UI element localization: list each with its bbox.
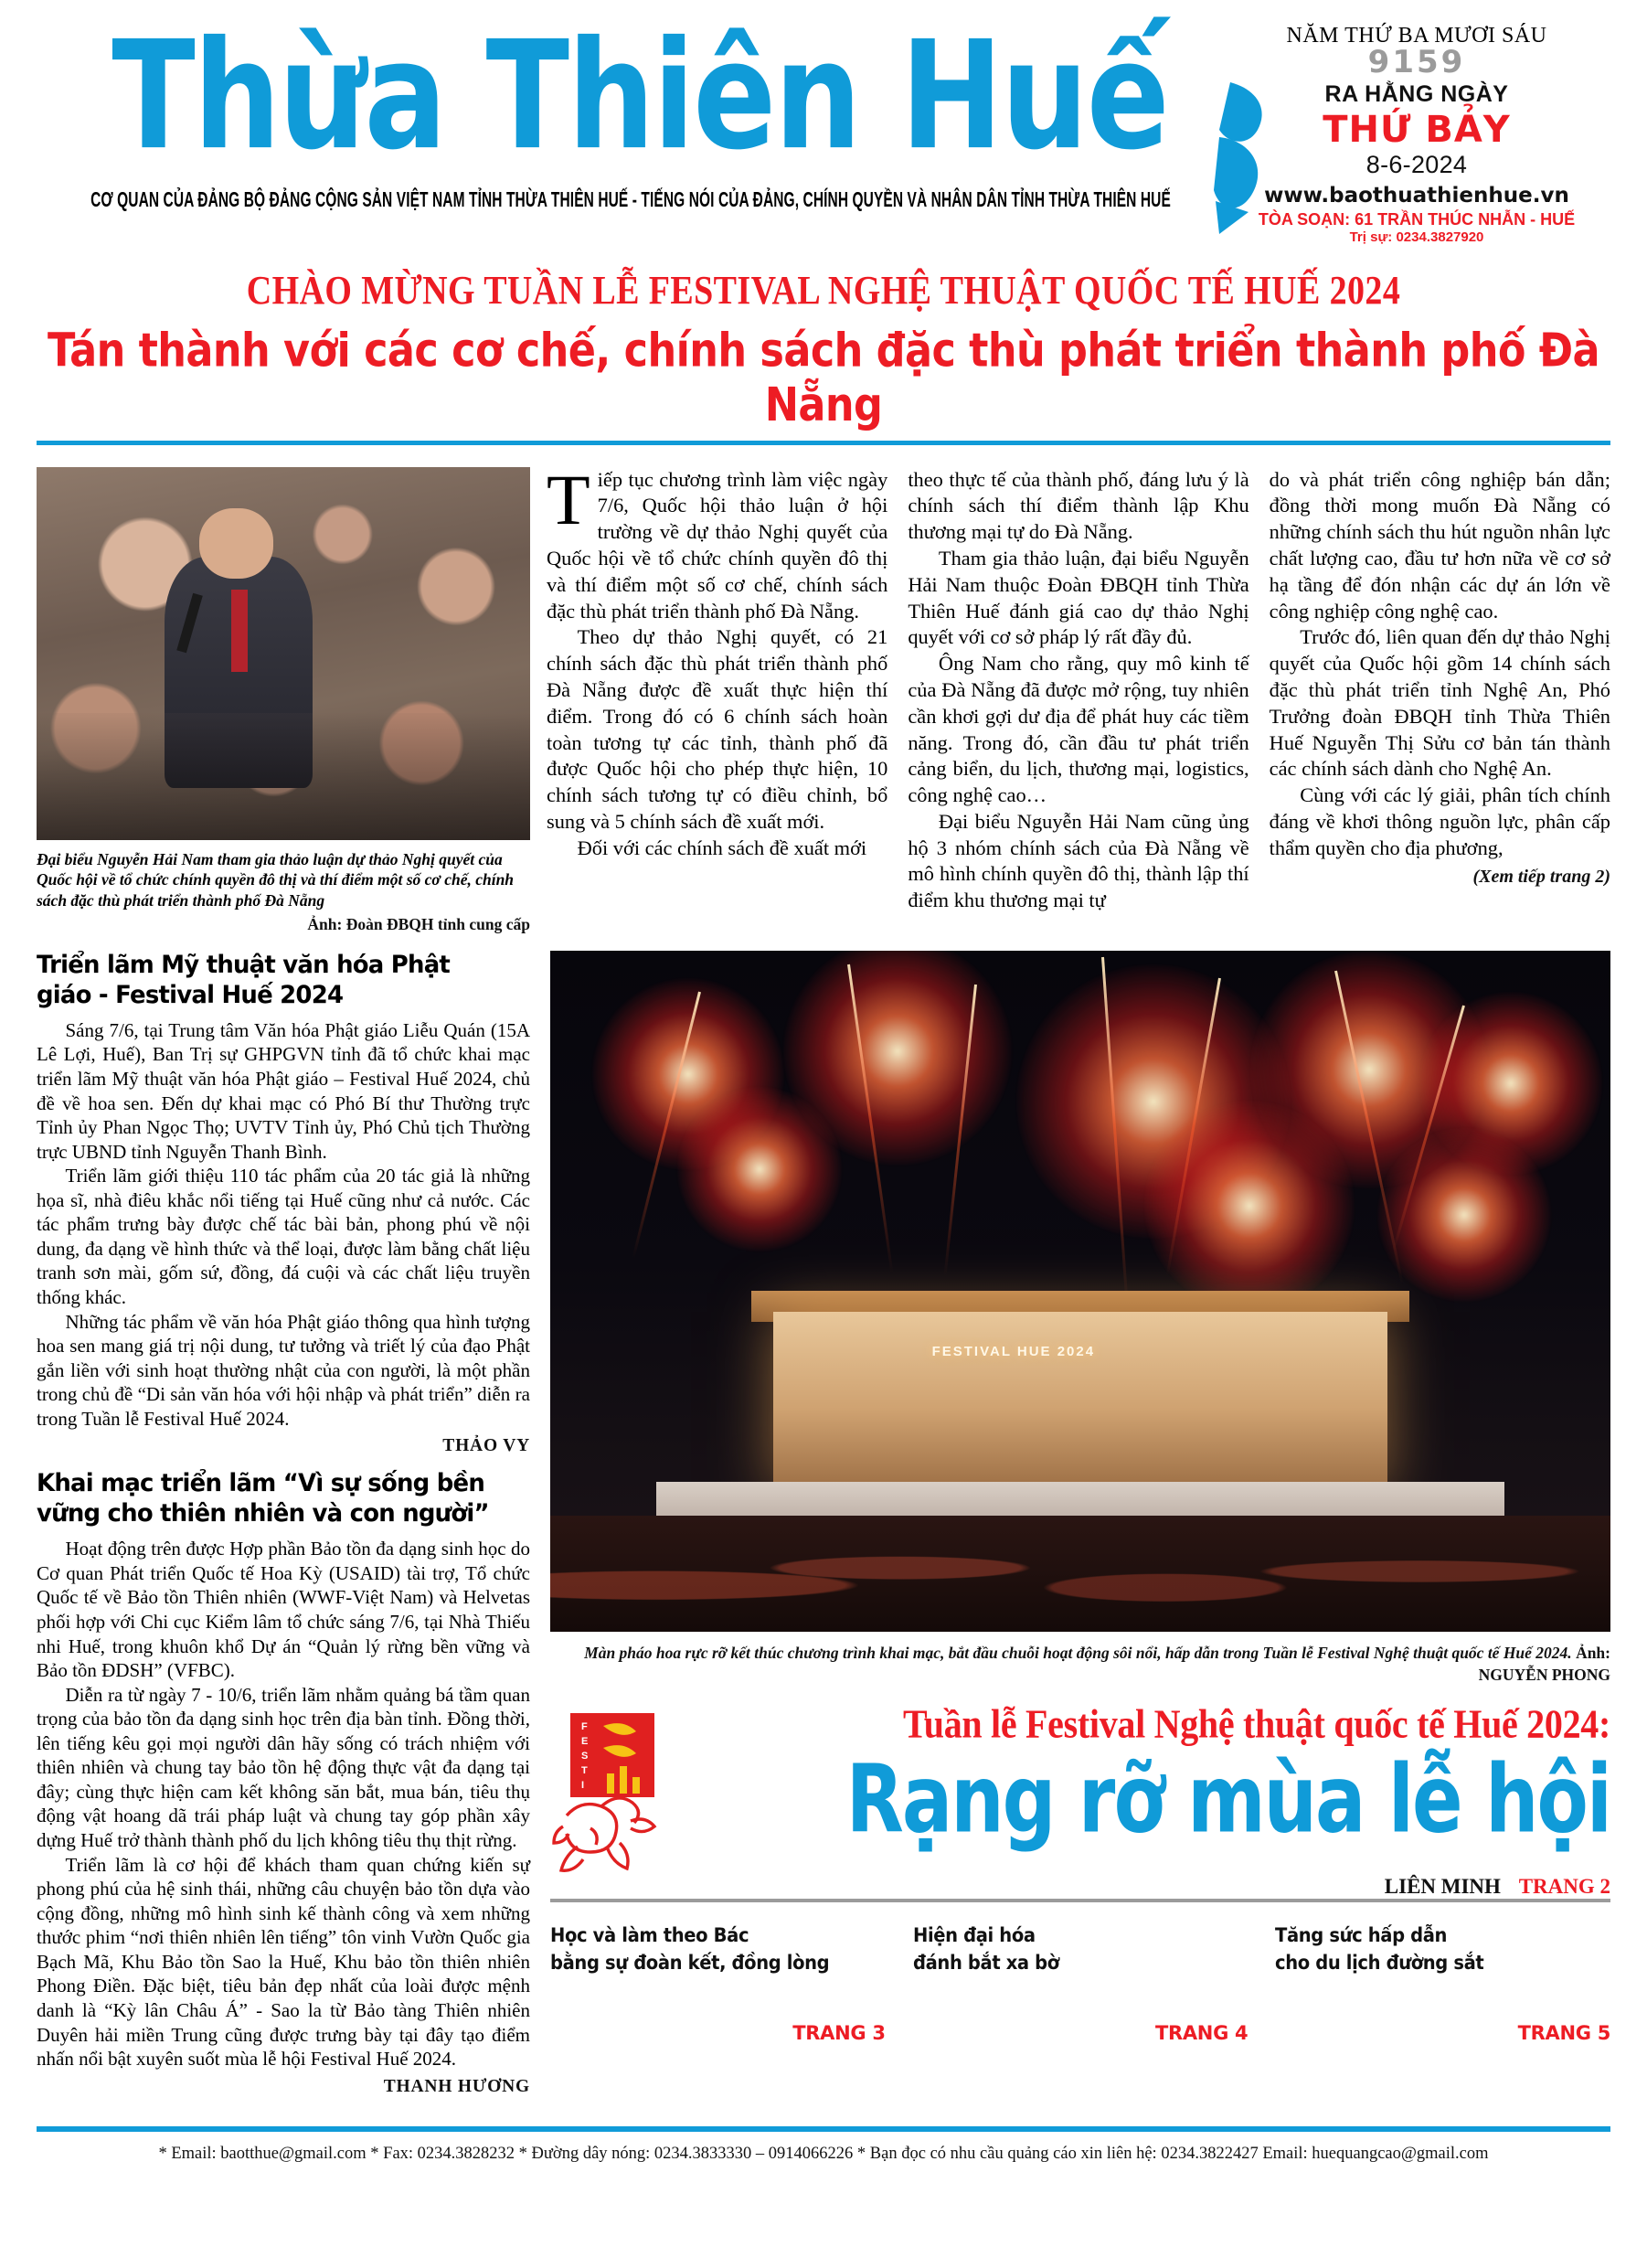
fireworks-photo-caption: [550, 1643, 1610, 1686]
top-story-photo-credit: Ảnh: Đoàn ĐBQH tỉnh cung cấp: [307, 914, 530, 933]
divider-blue-top: [37, 441, 1610, 445]
top-story-photo-column: [37, 467, 530, 934]
top-story-column-2: [908, 467, 1249, 934]
teaser-line-1: Tăng sức hấp dẫn: [1275, 1924, 1448, 1947]
paragraph: Triển lãm giới thiệu 110 tác phẩm của 20 tác giả là những họa sĩ, nhà điêu khắc nổi tiếng tại Huế cũng như cả nước. Các tác phẩm trưng bày được chế tác bài bản, phong phú về nội dung, đa dạng về hình thức và thể loại, được làm bằng chất liệu tranh sơn mài, gốm sứ, đồng, đá cuội và các chất liệu truyền thống khác.: [37, 1165, 530, 1308]
divider-grey: [550, 1899, 1610, 1902]
festival-promo[interactable]: [550, 1702, 1610, 1899]
masthead-tagline: CƠ QUAN CỦA ĐẢNG BỘ ĐẢNG CỘNG SẢN VIỆT NAM TỈNH THỪA THIÊN HUẾ - TIẾNG NÓI CỦA ĐẢNG, CHÍNH QUYỀN VÀ NHÂN DÂN TỈNH THỪA THIÊN HUẾ: [90, 188, 1171, 212]
paragraph: do và phát triển công nghiệp bán dẫn; đồng thời mong muốn Đà Nẵng có những chính sách thu hút nguồn nhân lực chất lượng cao, đầu tư hơn nữa về cơ sở hạ tầng để đón nhận các dự án lớn về công nghiệp công nghệ cao.: [1269, 467, 1610, 623]
divider-blue-bottom: [37, 2126, 1610, 2132]
article-headline-buddhist-exhibition[interactable]: Triển lãm Mỹ thuật văn hóa Phật giáo - Festival Huế 2024: [37, 950, 451, 1009]
paragraph: Trước đó, liên quan đến dự thảo Nghị quyết của Quốc hội gồm 14 chính sách đặc thù phát triển tỉnh Nghệ An, Phó Trưởng đoàn ĐBQH tỉnh Thừa Thiên Huế Nguyễn Thị Sửu cơ bản tán thành các chính sách dành cho Nghệ An.: [1269, 625, 1610, 781]
paragraph: Cùng với các lý giải, phân tích chính đáng về khơi thông nguồn lực, phân cấp thẩm quyền cho địa phương,: [1269, 783, 1610, 859]
continued-on-page-link[interactable]: (Xem tiếp trang 2): [1472, 867, 1610, 888]
top-story-column-1: [547, 459, 888, 934]
left-column: [37, 951, 530, 2110]
lower-section: [37, 951, 1610, 2110]
fireworks-caption-credit: Ảnh: NGUYỄN PHONG: [1478, 1643, 1610, 1684]
teaser-bar: [550, 1922, 1610, 2044]
svg-text:F: F: [581, 1721, 588, 1733]
website-url[interactable]: www.baothuathienhue.vn: [1264, 183, 1569, 208]
promo-page-ref[interactable]: TRANG 2: [1518, 1875, 1610, 1899]
paragraph: Đối với các chính sách đề xuất mới: [577, 836, 867, 859]
newspaper-title: Thừa Thiên Huế: [112, 8, 1168, 184]
festival-promo-kicker: Tuần lễ Festival Nghệ thuật quốc tế Huế 2024:: [903, 1700, 1610, 1747]
fireworks-caption-text: Màn pháo hoa rực rỡ kết thúc chương trình khai mạc, bắt đầu chuỗi hoạt động sôi nổi, hấp dẫn trong Tuần lễ Festival Nghệ thuật quốc tế Huế 2024.: [584, 1643, 1572, 1662]
svg-text:E: E: [581, 1736, 589, 1748]
festival-promo-headline[interactable]: Rạng rỡ mùa lễ hội: [845, 1746, 1610, 1855]
article-byline: THẢO VY: [442, 1436, 530, 1456]
flag-emblem-icon: [1212, 73, 1281, 247]
promo-byline: LIÊN MINH: [1384, 1875, 1501, 1899]
masthead: [37, 0, 1610, 245]
paragraph: Theo dự thảo Nghị quyết, có 21 chính sách đặc thù phát triển thành phố Đà Nẵng được đề xuất thực hiện thí điểm. Trong đó có 6 chính sách hoàn toàn tương tự các tỉnh, thành phố đã được Quốc hội cho phép thực hiện, 10 chính sách tương tự có điều chỉnh, bổ sung và 5 chính sách đề xuất mới.: [547, 625, 888, 833]
top-story: [37, 459, 1610, 934]
teaser-line-2: bằng sự đoàn kết, đồng lòng: [550, 1951, 830, 1974]
teaser-line-1: Hiện đại hóa: [912, 1924, 1036, 1947]
svg-text:I: I: [581, 1780, 585, 1792]
publication-weekday: THỨ BẢY: [1323, 108, 1511, 151]
paragraph: Tham gia thảo luận, đại biểu Nguyễn Hải Nam thuộc Đoàn ĐBQH tỉnh Thừa Thiên Huế đánh giá cao dự thảo Nghị quyết với cơ sở pháp lý rất đầy đủ.: [908, 547, 1249, 649]
festival-logo: [550, 1702, 678, 1888]
lead-headline: Tán thành với các cơ chế, chính sách đặc thù phát triển thành phố Đà Nẵng: [48, 323, 1599, 432]
fireworks-photo: [550, 951, 1610, 1632]
paragraph: Diễn ra từ ngày 7 - 10/6, triển lãm nhằm quảng bá tầm quan trọng của bảo tồn đa dạng sinh học trên địa bàn tỉnh. Đồng thời, lên tiếng kêu gọi mọi người dân hãy sống có trách nhiệm với thiên nhiên và chung tay bảo tồn hệ động thực vật đa dạng tại đây; cùng thực hiện cam kết không săn bắt, mua bán, tiêu thụ động vật hoang dã trái pháp luật và chung tay góp phần xây dựng Huế trở thành thành phố du lịch không tiêu thụ thịt rừng.: [37, 1683, 530, 1851]
teaser-line-1: Học và làm theo Bác: [550, 1924, 749, 1947]
festival-promo-credit: [698, 1875, 1610, 1899]
publication-frequency: RA HẰNG NGÀY: [1324, 80, 1509, 107]
paragraph: Hoạt động trên được Hợp phần Bảo tồn đa dạng sinh học do Cơ quan Phát triển Quốc tế Hoa Kỳ (USAID) tài trợ, Tổ chức Quốc tế về Bảo tồn Thiên nhiên (WWF-Việt Nam) và Helvetas phối hợp với Chi cục Kiểm lâm tổ chức sáng 7/6, tại Nhà Thiếu nhi Huế, trong khuôn khổ Dự án “Quản lý rừng bền vững và Bảo tồn ĐDSH” (VFBC).: [37, 1538, 530, 1682]
footer-contact-line: * Email: baotthue@gmail.com * Fax: 0234.3828232 * Đường dây nóng: 0234.3833330 – 0914066226 * Bạn đọc có nhu cầu quảng cáo xin liên hệ: 0234.3822427 Email: huequangcao@gmail.com: [158, 2144, 1489, 2163]
masthead-info: [1225, 20, 1609, 245]
svg-text:S: S: [581, 1751, 589, 1762]
audience-crowd: [550, 1516, 1610, 1632]
teaser-page-ref[interactable]: TRANG 3: [792, 2022, 886, 2045]
festival-promo-text: [698, 1702, 1610, 1899]
paragraph: Tiếp tục chương trình làm việc ngày 7/6, Quốc hội thảo luận ở hội trường về dự thảo Nghị quyết của Quốc hội về tổ chức chính quyền đô thị và thí điểm một số cơ chế, chính sách đặc thù phát triển thành phố Đà Nẵng.: [547, 459, 888, 623]
masthead-left: [37, 8, 1225, 212]
paragraph: Triển lãm là cơ hội để khách tham quan chứng kiến sự phong phú của hệ sinh thái, những câu chuyện bảo tồn dựa vào cộng đồng, những mô hình sinh kế thành công và xem những thước phim “nơi thiên nhiên lên tiếng” tôn vinh Vườn Quốc gia Bạch Mã, Khu Bảo tồn Sao la Huế, Khu bảo tồn thiên nhiên Phong Điền. Đặc biệt, tiêu bản đẹp nhất của loài được mệnh danh là “Kỳ lân Châu Á” - Sao la từ Bảo tàng Thiên nhiên Duyên hải miền Trung cũng được trưng bày tại đây tạo điểm nhấn nổi bật xuyên suốt mùa lễ hội Festival Huế 2024.: [37, 1853, 530, 2071]
paragraph: Sáng 7/6, tại Trung tâm Văn hóa Phật giáo Liễu Quán (15A Lê Lợi, Huế), Ban Trị sự GHPGVN tỉnh đã tổ chức khai mạc triển lãm Mỹ thuật văn hóa Phật giáo – Festival Huế 2024, chủ đề về hoa sen. Đến dự khai mạc có Phó Bí thư Thường trực Tỉnh ủy Phan Ngọc Thọ; UVTV Tỉnh ủy, Phó Chủ tịch Thường trực UBND tỉnh Nguyễn Thanh Bình.: [37, 1018, 530, 1163]
teaser-item[interactable]: [1275, 1922, 1610, 2044]
teaser-item[interactable]: [913, 1922, 1276, 2044]
festival-welcome-banner: CHÀO MỪNG TUẦN LỄ FESTIVAL NGHỆ THUẬT QUỐC TẾ HUẾ 2024: [246, 267, 1401, 314]
publication-year-line: NĂM THỨ BA MƯƠI SÁU: [1286, 24, 1547, 48]
teaser-line-2: cho du lịch đường sắt: [1275, 1951, 1484, 1974]
teaser-page-ref[interactable]: TRANG 5: [1517, 2022, 1611, 2045]
paragraph: Đại biểu Nguyễn Hải Nam cũng ủng hộ 3 nhóm chính sách của Đà Nẵng về mô hình chính quyền đô thị, thành lập thí điểm khu thương mại tự: [908, 809, 1249, 912]
top-story-text: [547, 459, 1610, 934]
top-story-photo-caption: Đại biểu Nguyễn Hải Nam tham gia thảo luận dự thảo Nghị quyết của Quốc hội về tổ chức chính quyền đô thị và thí điểm một số cơ chế, chính sách đặc thù phát triển thành phố Đà Nẵng: [37, 849, 515, 910]
svg-text:T: T: [581, 1765, 588, 1777]
paragraph: theo thực tế của thành phố, đáng lưu ý là chính sách thí điểm thành lập Khu thương mại tự do Đà Nẵng.: [908, 467, 1249, 544]
delegate-photo: [37, 467, 530, 840]
stage-screen-label: FESTIVAL HUE 2024: [931, 1343, 1096, 1359]
festival-hue-logo-icon: [550, 1709, 678, 1883]
teaser-item[interactable]: [550, 1922, 913, 2044]
issue-number: 9159: [1367, 44, 1466, 80]
paragraph: Những tác phẩm về văn hóa Phật giáo thông qua hình tượng hoa sen mang giá trị nội dung, tư tưởng và triết lý của đạo Phật gắn liền với sinh hoạt thường nhật của con người, là một phần trong chủ đề “Di sản văn hóa với hội nhập và phát triển” diễn ra trong Tuần lễ Festival Huế 2024.: [37, 1310, 530, 1430]
office-phone: Trị sự: 0234.3827920: [1349, 229, 1484, 245]
palace-facade: [773, 1312, 1388, 1489]
article-byline: THANH HƯƠNG: [383, 2076, 530, 2096]
article-headline-nature-exhibition[interactable]: Khai mạc triển lãm “Vì sự sống bền vững cho thiên nhiên và con người”: [37, 1469, 489, 1528]
office-address: TÒA SOẠN: 61 TRẦN THÚC NHẪN - HUẾ: [1258, 209, 1576, 229]
top-story-column-3: [1270, 467, 1610, 934]
paragraph: Ông Nam cho rằng, quy mô kinh tế của Đà Nẵng đã được mở rộng, tuy nhiên cần khơi gợi dư địa để phát huy các tiềm năng. Trong đó, cần đầu tư phát triển cảng biển, du lịch, thương mại, logistics, công nghệ cao…: [908, 652, 1249, 807]
publication-date: 8-6-2024: [1365, 150, 1468, 178]
teaser-page-ref[interactable]: TRANG 4: [1154, 2022, 1249, 2045]
right-column: [550, 951, 1610, 2110]
teaser-line-2: đánh bắt xa bờ: [912, 1951, 1059, 1974]
